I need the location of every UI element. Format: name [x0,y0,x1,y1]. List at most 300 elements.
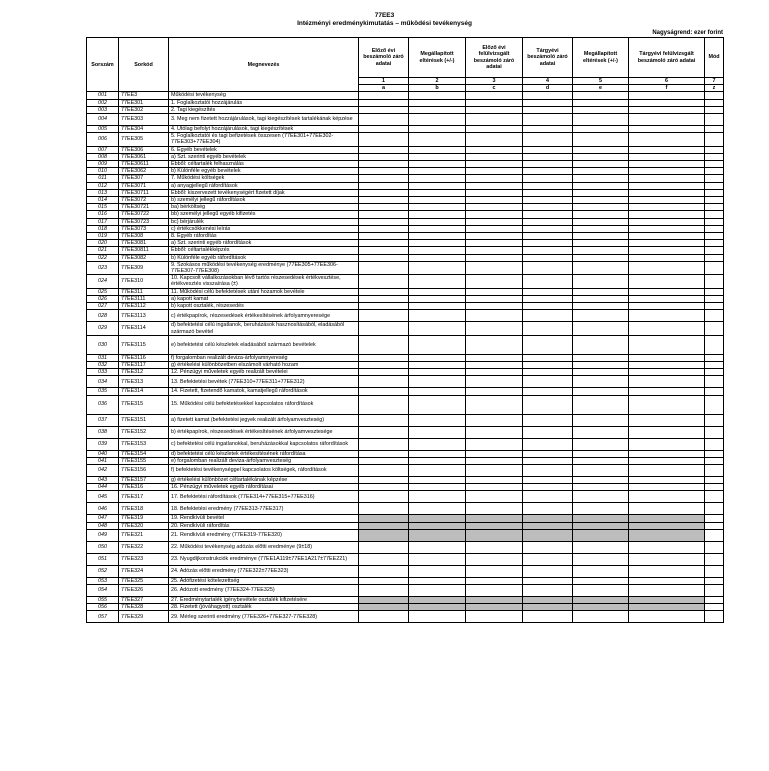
value-cell[interactable] [523,133,573,146]
value-cell[interactable] [409,233,466,240]
value-cell[interactable] [409,354,466,361]
value-cell[interactable] [523,99,573,106]
value-cell[interactable] [629,261,705,274]
value-cell[interactable] [359,541,409,553]
value-cell[interactable] [523,168,573,175]
value-cell[interactable] [523,414,573,426]
value-cell[interactable] [466,369,523,376]
mode-cell[interactable] [705,240,724,247]
value-cell[interactable] [409,99,466,106]
value-cell[interactable] [409,376,466,388]
value-cell[interactable] [573,225,629,232]
value-cell[interactable] [629,254,705,261]
value-cell[interactable] [359,361,409,368]
value-cell[interactable] [409,168,466,175]
value-cell[interactable] [629,233,705,240]
value-cell[interactable] [629,450,705,457]
value-cell[interactable] [523,240,573,247]
value-cell[interactable] [466,450,523,457]
mode-cell[interactable] [705,254,724,261]
value-cell[interactable] [409,106,466,113]
value-cell[interactable] [466,503,523,515]
value-cell[interactable] [359,553,409,565]
value-cell[interactable] [409,92,466,99]
value-cell[interactable] [466,414,523,426]
mode-cell[interactable] [705,133,724,146]
value-cell[interactable] [466,457,523,464]
value-cell[interactable] [409,275,466,288]
value-cell[interactable] [523,491,573,503]
value-cell[interactable] [359,146,409,153]
value-cell[interactable] [629,153,705,160]
value-cell[interactable] [523,114,573,126]
mode-cell[interactable] [705,335,724,354]
mode-cell[interactable] [705,225,724,232]
mode-cell[interactable] [705,106,724,113]
value-cell[interactable] [409,295,466,302]
value-cell[interactable] [466,204,523,211]
value-cell[interactable] [359,395,409,414]
value-cell[interactable] [629,426,705,438]
value-cell[interactable] [466,275,523,288]
value-cell[interactable] [359,565,409,577]
value-cell[interactable] [523,225,573,232]
value-cell[interactable] [629,335,705,354]
value-cell[interactable] [573,275,629,288]
value-cell[interactable] [466,225,523,232]
value-cell[interactable] [573,175,629,182]
value-cell[interactable] [573,197,629,204]
value-cell[interactable] [359,106,409,113]
value-cell[interactable] [359,126,409,133]
value-cell[interactable] [523,584,573,596]
value-cell[interactable] [573,438,629,450]
value-cell[interactable] [629,182,705,189]
value-cell[interactable] [466,92,523,99]
value-cell[interactable] [573,233,629,240]
value-cell[interactable] [629,584,705,596]
value-cell[interactable] [359,275,409,288]
value-cell[interactable] [409,611,466,623]
value-cell[interactable] [409,426,466,438]
value-cell[interactable] [523,335,573,354]
value-cell[interactable] [409,288,466,295]
value-cell[interactable] [573,388,629,395]
value-cell[interactable] [359,491,409,503]
value-cell[interactable] [359,218,409,225]
value-cell[interactable] [409,476,466,483]
value-cell[interactable] [629,565,705,577]
value-cell[interactable] [409,161,466,168]
value-cell[interactable] [359,153,409,160]
value-cell[interactable] [359,414,409,426]
value-cell[interactable] [466,361,523,368]
value-cell[interactable] [629,303,705,310]
value-cell[interactable] [409,146,466,153]
value-cell[interactable] [359,197,409,204]
value-cell[interactable] [573,322,629,335]
value-cell[interactable] [523,310,573,322]
mode-cell[interactable] [705,261,724,274]
value-cell[interactable] [629,310,705,322]
value-cell[interactable] [629,133,705,146]
value-cell[interactable] [629,218,705,225]
value-cell[interactable] [573,361,629,368]
value-cell[interactable] [409,388,466,395]
value-cell[interactable] [629,457,705,464]
mode-cell[interactable] [705,611,724,623]
mode-cell[interactable] [705,553,724,565]
value-cell[interactable] [573,133,629,146]
value-cell[interactable] [409,464,466,476]
value-cell[interactable] [523,182,573,189]
value-cell[interactable] [523,457,573,464]
value-cell[interactable] [629,175,705,182]
value-cell[interactable] [629,92,705,99]
mode-cell[interactable] [705,426,724,438]
value-cell[interactable] [573,288,629,295]
mode-cell[interactable] [705,92,724,99]
value-cell[interactable] [573,204,629,211]
value-cell[interactable] [466,189,523,196]
value-cell[interactable] [409,114,466,126]
mode-cell[interactable] [705,541,724,553]
value-cell[interactable] [409,153,466,160]
value-cell[interactable] [359,611,409,623]
value-cell[interactable] [573,354,629,361]
value-cell[interactable] [523,388,573,395]
value-cell[interactable] [629,369,705,376]
value-cell[interactable] [466,426,523,438]
value-cell[interactable] [523,426,573,438]
value-cell[interactable] [573,114,629,126]
value-cell[interactable] [359,114,409,126]
value-cell[interactable] [573,240,629,247]
value-cell[interactable] [523,126,573,133]
mode-cell[interactable] [705,197,724,204]
value-cell[interactable] [573,476,629,483]
value-cell[interactable] [359,369,409,376]
value-cell[interactable] [629,288,705,295]
value-cell[interactable] [573,211,629,218]
value-cell[interactable] [466,106,523,113]
mode-cell[interactable] [705,168,724,175]
mode-cell[interactable] [705,146,724,153]
value-cell[interactable] [523,254,573,261]
value-cell[interactable] [359,211,409,218]
value-cell[interactable] [409,584,466,596]
value-cell[interactable] [466,247,523,254]
value-cell[interactable] [573,457,629,464]
value-cell[interactable] [466,476,523,483]
value-cell[interactable] [629,247,705,254]
value-cell[interactable] [466,354,523,361]
value-cell[interactable] [573,503,629,515]
value-cell[interactable] [573,577,629,584]
value-cell[interactable] [523,464,573,476]
value-cell[interactable] [573,218,629,225]
mode-cell[interactable] [705,247,724,254]
value-cell[interactable] [523,484,573,491]
value-cell[interactable] [409,254,466,261]
value-cell[interactable] [466,254,523,261]
value-cell[interactable] [466,133,523,146]
value-cell[interactable] [409,175,466,182]
value-cell[interactable] [359,354,409,361]
value-cell[interactable] [629,476,705,483]
value-cell[interactable] [629,395,705,414]
value-cell[interactable] [629,197,705,204]
mode-cell[interactable] [705,175,724,182]
value-cell[interactable] [573,189,629,196]
value-cell[interactable] [359,175,409,182]
value-cell[interactable] [523,611,573,623]
value-cell[interactable] [523,322,573,335]
value-cell[interactable] [359,450,409,457]
mode-cell[interactable] [705,491,724,503]
value-cell[interactable] [359,182,409,189]
value-cell[interactable] [466,240,523,247]
value-cell[interactable] [409,335,466,354]
value-cell[interactable] [359,240,409,247]
value-cell[interactable] [466,126,523,133]
mode-cell[interactable] [705,310,724,322]
value-cell[interactable] [629,438,705,450]
value-cell[interactable] [359,464,409,476]
value-cell[interactable] [359,426,409,438]
value-cell[interactable] [359,261,409,274]
value-cell[interactable] [409,225,466,232]
mode-cell[interactable] [705,450,724,457]
mode-cell[interactable] [705,596,724,603]
value-cell[interactable] [466,395,523,414]
mode-cell[interactable] [705,414,724,426]
value-cell[interactable] [359,99,409,106]
value-cell[interactable] [359,310,409,322]
value-cell[interactable] [359,92,409,99]
mode-cell[interactable] [705,529,724,541]
value-cell[interactable] [466,553,523,565]
value-cell[interactable] [466,295,523,302]
mode-cell[interactable] [705,295,724,302]
value-cell[interactable] [466,218,523,225]
value-cell[interactable] [573,553,629,565]
value-cell[interactable] [629,491,705,503]
value-cell[interactable] [573,153,629,160]
value-cell[interactable] [573,247,629,254]
value-cell[interactable] [573,182,629,189]
value-cell[interactable] [466,99,523,106]
value-cell[interactable] [359,288,409,295]
value-cell[interactable] [523,153,573,160]
value-cell[interactable] [573,491,629,503]
value-cell[interactable] [523,295,573,302]
value-cell[interactable] [629,204,705,211]
value-cell[interactable] [409,204,466,211]
mode-cell[interactable] [705,354,724,361]
value-cell[interactable] [573,450,629,457]
value-cell[interactable] [466,322,523,335]
value-cell[interactable] [523,197,573,204]
value-cell[interactable] [523,577,573,584]
mode-cell[interactable] [705,438,724,450]
value-cell[interactable] [629,189,705,196]
value-cell[interactable] [409,211,466,218]
value-cell[interactable] [523,565,573,577]
value-cell[interactable] [629,503,705,515]
value-cell[interactable] [629,161,705,168]
value-cell[interactable] [573,168,629,175]
value-cell[interactable] [629,464,705,476]
value-cell[interactable] [409,218,466,225]
value-cell[interactable] [523,395,573,414]
value-cell[interactable] [629,376,705,388]
value-cell[interactable] [523,261,573,274]
mode-cell[interactable] [705,604,724,611]
value-cell[interactable] [523,369,573,376]
mode-cell[interactable] [705,189,724,196]
value-cell[interactable] [466,233,523,240]
value-cell[interactable] [573,303,629,310]
value-cell[interactable] [466,211,523,218]
mode-cell[interactable] [705,584,724,596]
value-cell[interactable] [573,369,629,376]
value-cell[interactable] [523,476,573,483]
mode-cell[interactable] [705,211,724,218]
value-cell[interactable] [466,491,523,503]
value-cell[interactable] [466,584,523,596]
value-cell[interactable] [466,376,523,388]
value-cell[interactable] [409,133,466,146]
value-cell[interactable] [629,240,705,247]
value-cell[interactable] [523,218,573,225]
value-cell[interactable] [466,388,523,395]
value-cell[interactable] [359,322,409,335]
value-cell[interactable] [629,114,705,126]
value-cell[interactable] [359,584,409,596]
value-cell[interactable] [466,168,523,175]
value-cell[interactable] [409,189,466,196]
value-cell[interactable] [573,106,629,113]
value-cell[interactable] [523,376,573,388]
value-cell[interactable] [629,295,705,302]
value-cell[interactable] [409,457,466,464]
value-cell[interactable] [523,288,573,295]
value-cell[interactable] [359,476,409,483]
mode-cell[interactable] [705,161,724,168]
value-cell[interactable] [409,261,466,274]
value-cell[interactable] [466,153,523,160]
value-cell[interactable] [573,254,629,261]
value-cell[interactable] [573,414,629,426]
value-cell[interactable] [409,247,466,254]
value-cell[interactable] [573,126,629,133]
value-cell[interactable] [409,303,466,310]
value-cell[interactable] [573,484,629,491]
mode-cell[interactable] [705,361,724,368]
value-cell[interactable] [466,182,523,189]
value-cell[interactable] [409,503,466,515]
mode-cell[interactable] [705,153,724,160]
value-cell[interactable] [573,92,629,99]
mode-cell[interactable] [705,476,724,483]
value-cell[interactable] [359,376,409,388]
value-cell[interactable] [466,335,523,354]
mode-cell[interactable] [705,464,724,476]
value-cell[interactable] [466,288,523,295]
value-cell[interactable] [466,438,523,450]
value-cell[interactable] [523,204,573,211]
value-cell[interactable] [409,126,466,133]
value-cell[interactable] [359,388,409,395]
value-cell[interactable] [359,457,409,464]
mode-cell[interactable] [705,99,724,106]
mode-cell[interactable] [705,233,724,240]
value-cell[interactable] [629,106,705,113]
value-cell[interactable] [409,565,466,577]
value-cell[interactable] [573,146,629,153]
mode-cell[interactable] [705,275,724,288]
value-cell[interactable] [523,247,573,254]
value-cell[interactable] [359,168,409,175]
value-cell[interactable] [359,189,409,196]
mode-cell[interactable] [705,388,724,395]
value-cell[interactable] [523,189,573,196]
value-cell[interactable] [466,541,523,553]
mode-cell[interactable] [705,322,724,335]
mode-cell[interactable] [705,126,724,133]
value-cell[interactable] [573,611,629,623]
value-cell[interactable] [409,438,466,450]
mode-cell[interactable] [705,218,724,225]
mode-cell[interactable] [705,577,724,584]
value-cell[interactable] [409,450,466,457]
value-cell[interactable] [409,197,466,204]
value-cell[interactable] [409,577,466,584]
value-cell[interactable] [629,168,705,175]
value-cell[interactable] [573,310,629,322]
value-cell[interactable] [409,240,466,247]
value-cell[interactable] [409,484,466,491]
value-cell[interactable] [523,146,573,153]
mode-cell[interactable] [705,303,724,310]
mode-cell[interactable] [705,288,724,295]
value-cell[interactable] [409,541,466,553]
value-cell[interactable] [466,565,523,577]
value-cell[interactable] [629,361,705,368]
value-cell[interactable] [523,503,573,515]
value-cell[interactable] [523,354,573,361]
value-cell[interactable] [409,322,466,335]
value-cell[interactable] [359,438,409,450]
value-cell[interactable] [573,565,629,577]
value-cell[interactable] [573,161,629,168]
mode-cell[interactable] [705,376,724,388]
value-cell[interactable] [409,361,466,368]
value-cell[interactable] [466,303,523,310]
value-cell[interactable] [409,369,466,376]
value-cell[interactable] [629,553,705,565]
value-cell[interactable] [629,225,705,232]
value-cell[interactable] [523,175,573,182]
value-cell[interactable] [359,204,409,211]
value-cell[interactable] [466,577,523,584]
value-cell[interactable] [573,464,629,476]
value-cell[interactable] [466,310,523,322]
value-cell[interactable] [359,503,409,515]
value-cell[interactable] [523,438,573,450]
value-cell[interactable] [629,541,705,553]
